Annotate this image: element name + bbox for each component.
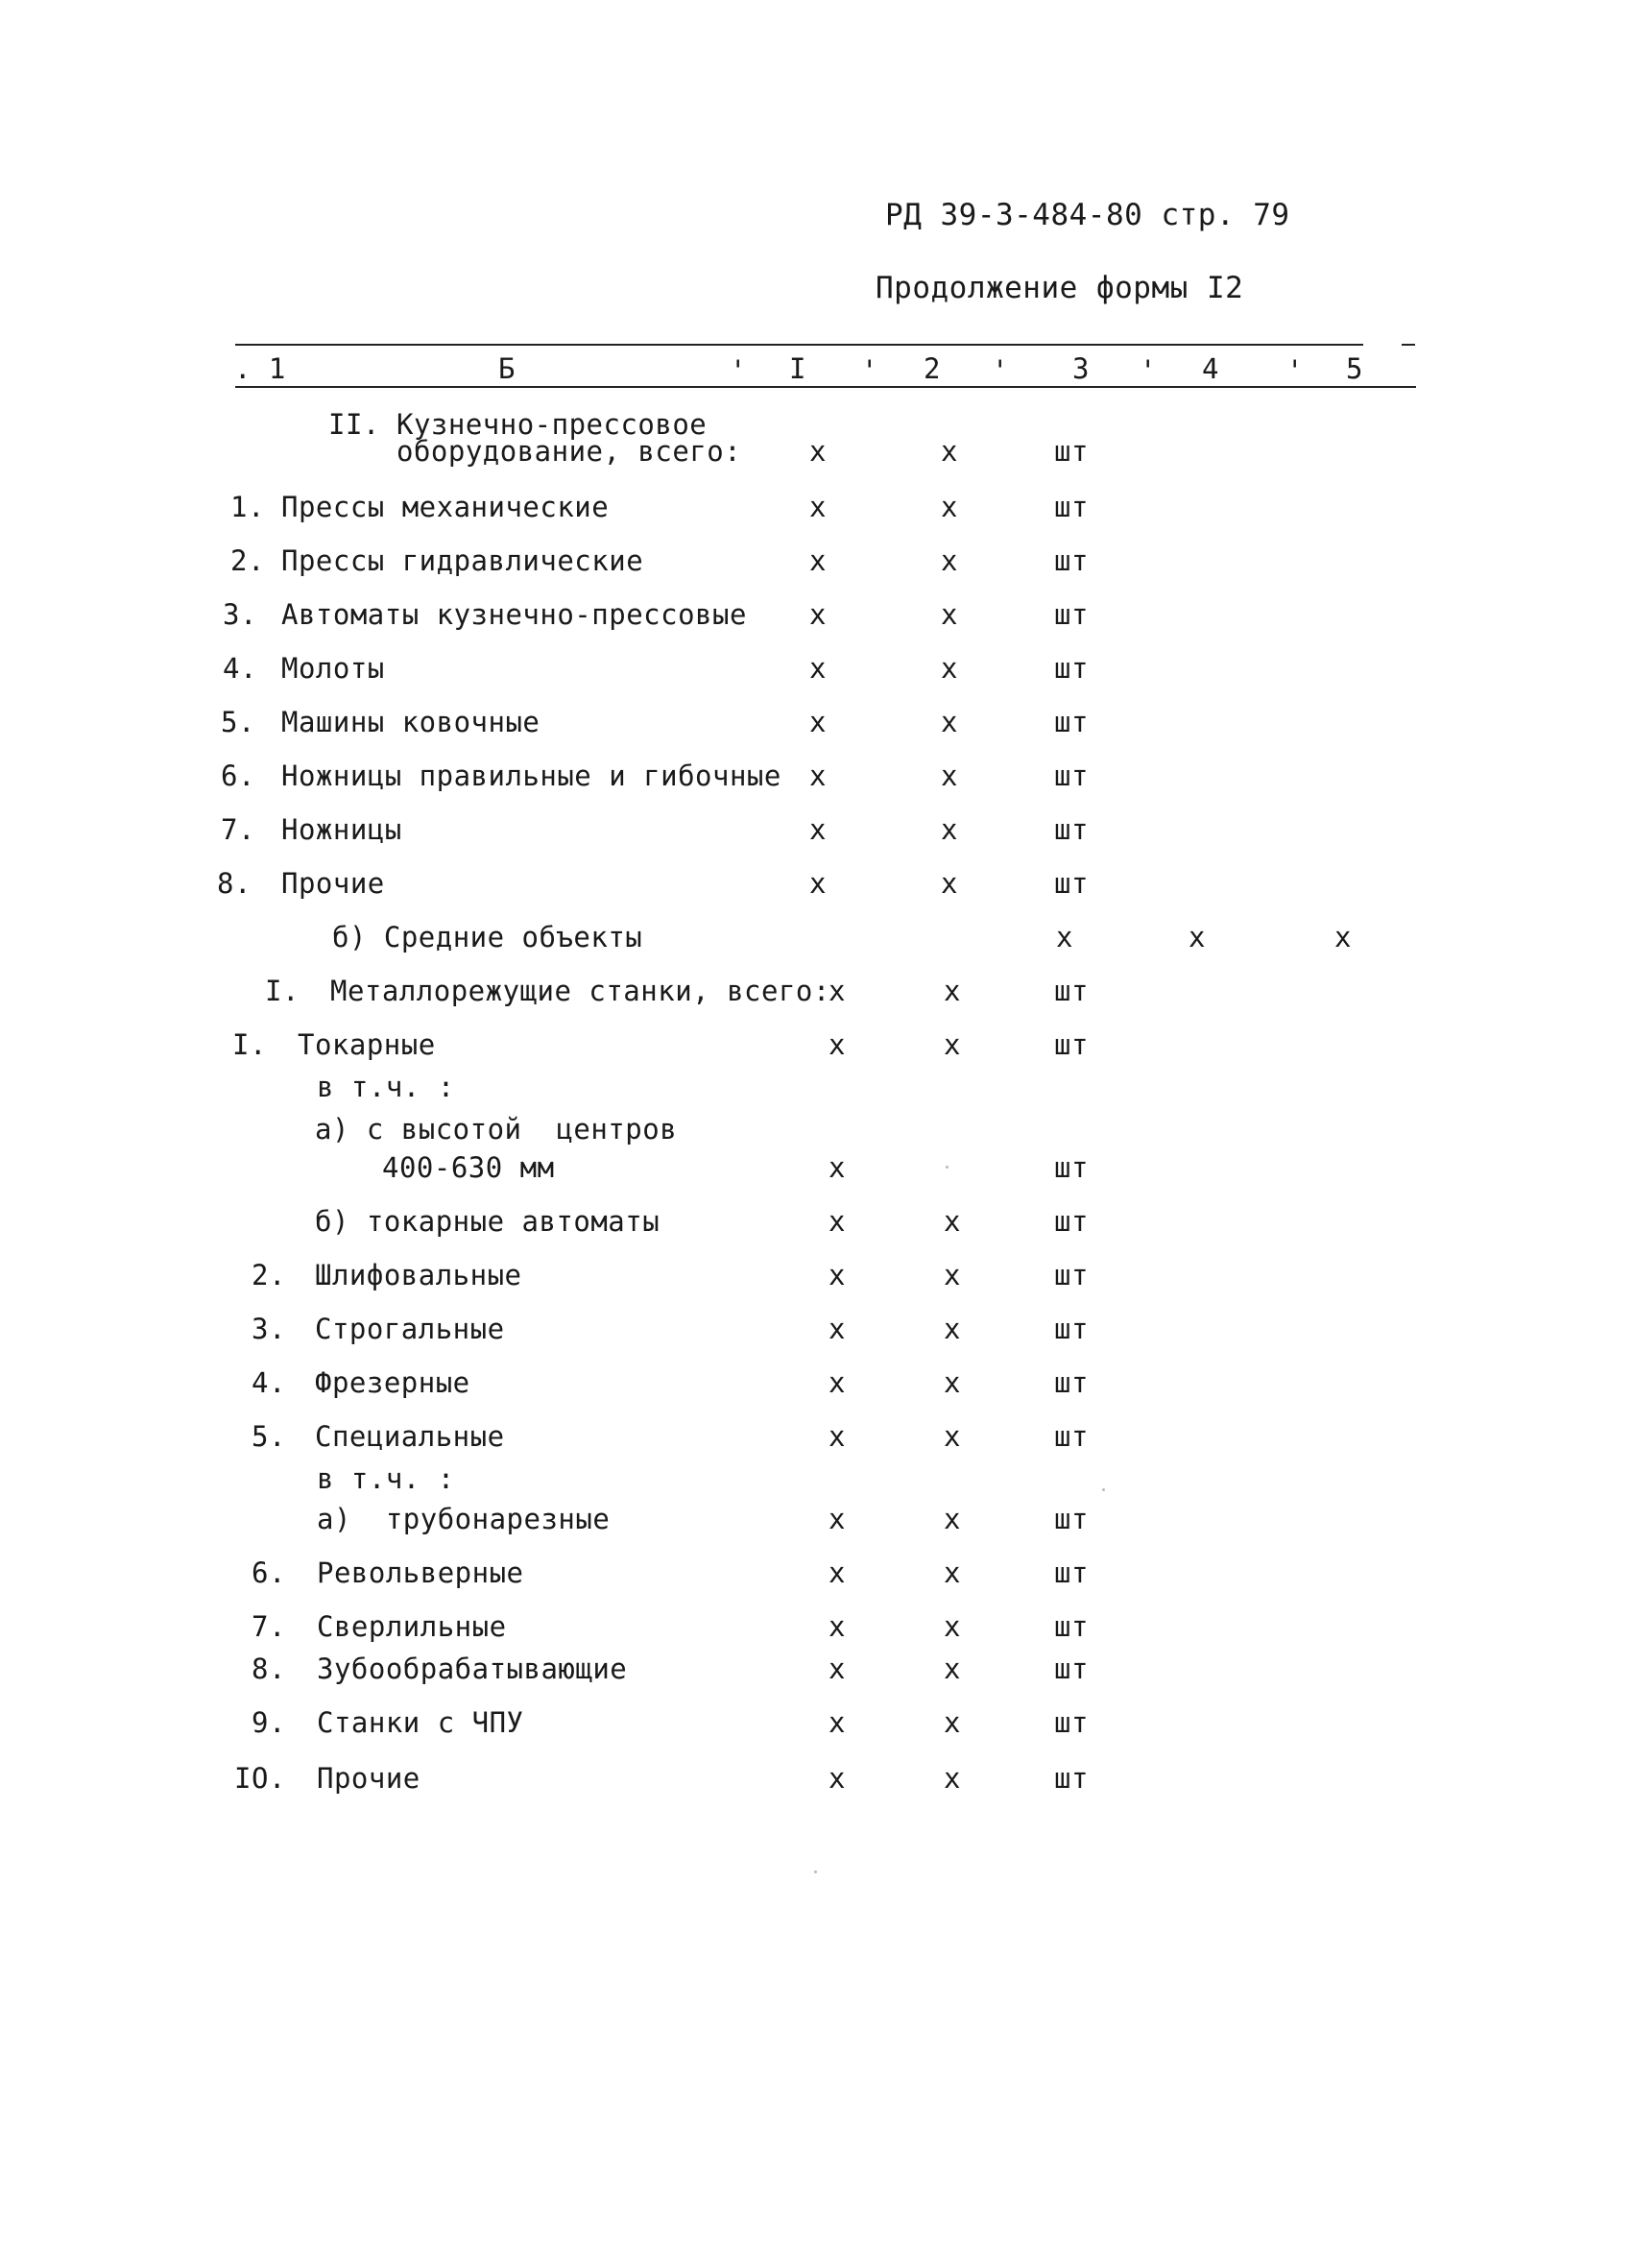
row-number: 2. (252, 1259, 286, 1291)
cell-col-2: x (944, 1028, 961, 1061)
cell-col-1: x (829, 1366, 846, 1399)
cell-col-3: шт (1054, 813, 1089, 846)
row-number: I. (232, 1028, 267, 1061)
row-label: Шлифовальные (315, 1259, 522, 1291)
faint-mark (814, 1870, 817, 1873)
cell-col-3: x (1056, 921, 1073, 953)
row-label: Станки с ЧПУ (317, 1706, 524, 1739)
cell-col-1: x (829, 1706, 846, 1739)
cell-col-2: x (944, 1366, 961, 1399)
cell-col-3: шт (1054, 1313, 1089, 1345)
cell-col-1: x (829, 1151, 846, 1184)
row-label: Прочие (281, 867, 385, 900)
faint-mark (1102, 1488, 1105, 1491)
column-header-1: I (789, 352, 806, 385)
cell-col-3: шт (1054, 1259, 1089, 1291)
cell-col-2: x (941, 760, 958, 792)
row-label: Прессы гидравлические (281, 544, 644, 577)
section-number: II. (328, 408, 380, 441)
document-reference: РД 39-3-484-80 стр. 79 (885, 198, 1290, 232)
cell-col-2: x (941, 706, 958, 738)
row-number: IO. (234, 1762, 286, 1795)
column-header-4: 4 (1202, 352, 1219, 385)
row-number: 5. (221, 706, 255, 738)
cell-col-2: x (941, 867, 958, 900)
subsection-title: б) Средние объекты (332, 921, 643, 953)
cell-col-1: x (809, 652, 827, 685)
section-title-line-2: оборудование, всего: (396, 435, 742, 468)
column-separator: ' (1140, 354, 1157, 387)
cell-col-1: x (829, 1762, 846, 1795)
cell-col-2: x (944, 1706, 961, 1739)
cell-col-2: x (944, 1556, 961, 1589)
row-label: а) с высотой центров (315, 1113, 678, 1146)
cell-col-2: x (941, 598, 958, 631)
row-label: Ножницы правильные и гибочные (281, 760, 781, 792)
cell-col-2: x (944, 1653, 961, 1685)
cell-col-2: x (941, 652, 958, 685)
cell-col-2: x (941, 544, 958, 577)
table-header-bottom-rule (235, 386, 1416, 388)
row-number: 6. (221, 760, 255, 792)
row-label: Ножницы (281, 813, 402, 846)
cell-col-3: шт (1054, 435, 1089, 468)
row-label: Молоты (281, 652, 385, 685)
cell-col-2: x (941, 435, 958, 468)
cell-col-1: x (829, 1259, 846, 1291)
cell-col-3: шт (1054, 975, 1089, 1007)
row-number: 8. (252, 1653, 286, 1685)
cell-col-1: x (829, 975, 846, 1007)
cell-col-2: x (944, 1610, 961, 1643)
section-title: Металлорежущие станки, всего: (330, 975, 830, 1007)
row-label: Фрезерные (315, 1366, 470, 1399)
cell-col-2: x (941, 813, 958, 846)
column-separator: ' (1286, 354, 1304, 387)
row-number: 3. (252, 1313, 286, 1345)
cell-col-2: x (944, 1420, 961, 1453)
cell-col-3: шт (1054, 1420, 1089, 1453)
form-continuation-title: Продолжение формы I2 (876, 271, 1244, 305)
column-separator: ' (861, 354, 878, 387)
cell-col-2: x (944, 1259, 961, 1291)
cell-col-3: шт (1054, 1151, 1089, 1184)
row-label: Револьверные (317, 1556, 524, 1589)
cell-col-1: x (809, 706, 827, 738)
cell-col-3: шт (1054, 706, 1089, 738)
column-header-2: 2 (924, 352, 941, 385)
cell-col-3: шт (1054, 652, 1089, 685)
cell-col-1: x (829, 1205, 846, 1238)
cell-col-1: x (829, 1503, 846, 1535)
cell-col-1: x (829, 1556, 846, 1589)
cell-col-1: x (809, 813, 827, 846)
table-top-rule (235, 344, 1363, 346)
cell-col-2: x (944, 1205, 961, 1238)
row-number: 6. (252, 1556, 286, 1589)
cell-col-1: x (829, 1610, 846, 1643)
cell-col-3: шт (1054, 491, 1089, 523)
cell-col-3: шт (1054, 1706, 1089, 1739)
cell-col-3: шт (1054, 1366, 1089, 1399)
cell-col-1: x (809, 435, 827, 468)
cell-col-3: шт (1054, 1610, 1089, 1643)
cell-col-1: x (829, 1313, 846, 1345)
cell-col-2: x (941, 491, 958, 523)
cell-col-3: шт (1054, 1556, 1089, 1589)
section-title-line-1: Кузнечно-прессовое (396, 408, 708, 441)
row-label: Автоматы кузнечно-прессовые (281, 598, 747, 631)
column-separator: ' (730, 354, 747, 387)
including-label: в т.ч. : (317, 1071, 455, 1103)
cell-col-1: x (809, 544, 827, 577)
column-header-b: Б (498, 352, 516, 385)
cell-col-1: x (809, 491, 827, 523)
cell-col-3: шт (1054, 867, 1089, 900)
row-number: 9. (252, 1706, 286, 1739)
row-label: б) токарные автоматы (315, 1205, 660, 1238)
row-label: Прочие (317, 1762, 420, 1795)
row-label: Специальные (315, 1420, 505, 1453)
cell-col-3: шт (1054, 1503, 1089, 1535)
row-number: 4. (252, 1366, 286, 1399)
row-number: 3. (223, 598, 257, 631)
cell-col-1: x (809, 867, 827, 900)
cell-col-4: x (1189, 921, 1206, 953)
row-number: 8. (217, 867, 252, 900)
row-number: 1. (230, 491, 265, 523)
row-label: Прессы механические (281, 491, 610, 523)
cell-col-3: шт (1054, 598, 1089, 631)
row-number: 4. (223, 652, 257, 685)
cell-col-1: x (809, 760, 827, 792)
row-number: 2. (230, 544, 265, 577)
cell-col-2: x (944, 975, 961, 1007)
cell-col-3: шт (1054, 1653, 1089, 1685)
cell-col-3: шт (1054, 1028, 1089, 1061)
cell-col-3: шт (1054, 760, 1089, 792)
cell-col-2: x (944, 1503, 961, 1535)
cell-col-1: x (829, 1028, 846, 1061)
including-label: в т.ч. : (317, 1462, 455, 1495)
cell-col-2: x (944, 1313, 961, 1345)
row-number: 5. (252, 1420, 286, 1453)
table-top-rule-right (1402, 344, 1415, 346)
section-number: I. (265, 975, 300, 1007)
cell-col-1: x (829, 1653, 846, 1685)
column-header-5: 5 (1346, 352, 1363, 385)
column-header-3: 3 (1072, 352, 1090, 385)
row-number: 7. (221, 813, 255, 846)
cell-col-3: шт (1054, 1762, 1089, 1795)
row-label: Строгальные (315, 1313, 505, 1345)
row-label: а) трубонарезные (317, 1503, 611, 1535)
row-label: Сверлильные (317, 1610, 507, 1643)
cell-col-1: x (809, 598, 827, 631)
column-header-a: . 1 (234, 352, 286, 385)
row-label: 400-630 мм (382, 1151, 555, 1184)
row-number: 7. (252, 1610, 286, 1643)
row-label: Зубообрабатывающие (317, 1653, 628, 1685)
row-label: Машины ковочные (281, 706, 540, 738)
cell-col-5: x (1334, 921, 1352, 953)
cell-col-1: x (829, 1420, 846, 1453)
cell-col-3: шт (1054, 1205, 1089, 1238)
column-separator: ' (992, 354, 1009, 387)
faint-mark (946, 1166, 949, 1169)
cell-col-3: шт (1054, 544, 1089, 577)
cell-col-2: x (944, 1762, 961, 1795)
row-label: Токарные (298, 1028, 436, 1061)
